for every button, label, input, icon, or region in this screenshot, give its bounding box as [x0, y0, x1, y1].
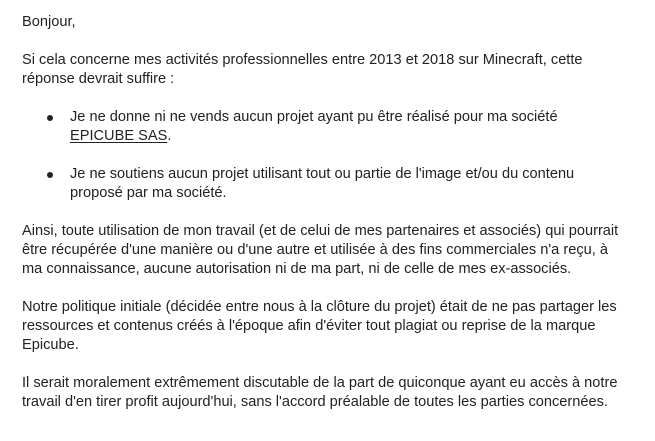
bullet-dot-icon	[47, 115, 53, 121]
paragraph-line: ma connaissance, aucune autorisation ni de ma part, ni de celle de mes ex-associés.	[22, 261, 572, 277]
bullet-text: proposé par ma société.	[70, 185, 227, 201]
paragraph-ainsi	[22, 222, 642, 279]
paragraph-line: Notre politique initiale (décidée entre nous à la clôture du projet) était de ne pas partager les	[22, 299, 617, 315]
bullet-text: Je ne soutiens aucun projet utilisant tout ou partie de l'image et/ou du contenu	[70, 166, 575, 182]
bullet-text: Je ne donne ni ne vends aucun projet ayant pu être réalisé pour ma société	[70, 109, 558, 125]
paragraph-line: Ainsi, toute utilisation de mon travail (et de celui de mes partenaires et associés) qui pourrait	[22, 223, 619, 239]
paragraph-moral	[22, 374, 642, 412]
intro-line: Si cela concerne mes activités professionnelles entre 2013 et 2018 sur Minecraft, cette	[22, 52, 583, 68]
paragraph-politique	[22, 298, 642, 355]
bullet-item	[22, 165, 642, 203]
paragraph-line: Epicube.	[22, 337, 79, 353]
paragraph-line: ressources et contenus créés à l'époque afin d'éviter tout plagiat ou reprise de la marque	[22, 318, 596, 334]
bullet-item	[22, 108, 642, 146]
paragraph-line: travail d'en tirer profit aujourd'hui, sans l'accord préalable de toutes les parties concernées.	[22, 394, 608, 410]
bullet-list	[22, 108, 642, 203]
greeting: Bonjour,	[22, 14, 76, 30]
paragraph-line: Il serait moralement extrêmement discutable de la part de quiconque ayant eu accès à notre	[22, 375, 618, 391]
bullet-punctuation: .	[167, 128, 172, 144]
bullet-dot-icon	[47, 172, 53, 178]
email-body	[22, 13, 642, 431]
paragraph-line: être récupérée d'une manière ou d'une autre et utilisée à des fins commerciales n'a reçu, à	[22, 242, 608, 258]
intro-paragraph	[22, 51, 642, 89]
company-link[interactable]: EPICUBE SAS	[70, 128, 168, 144]
intro-line: réponse devrait suffire :	[22, 71, 175, 87]
